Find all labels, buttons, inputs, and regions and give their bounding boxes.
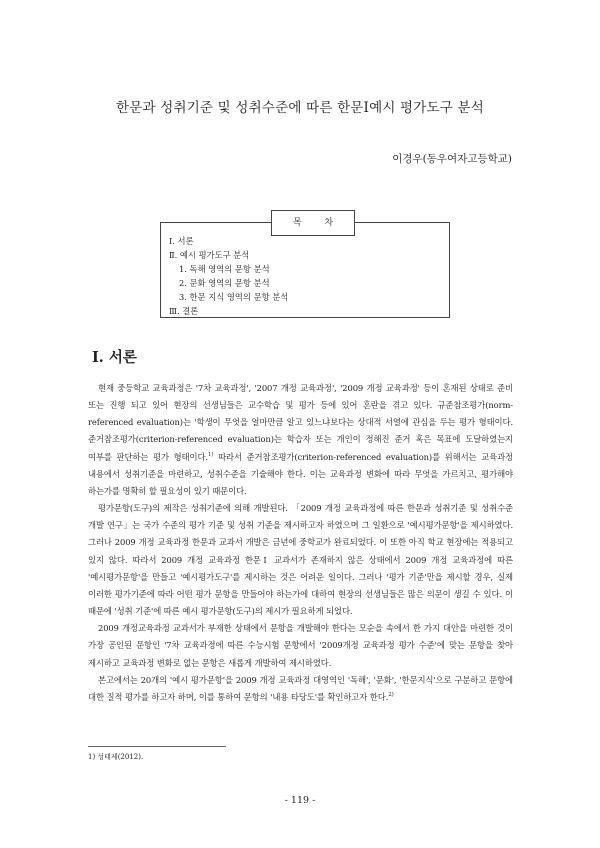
toc-heading: 목 차 [271, 210, 355, 236]
paper-title: 한문과 성취기준 및 성취수준에 따른 한문Ⅰ예시 평가도구 분석 [116, 100, 484, 116]
toc-item: Ⅱ. 예시 평가도구 분석 [169, 250, 250, 260]
toc-item: 2. 문화 영역의 문항 분석 [179, 278, 270, 288]
toc-item: Ⅲ. 결론 [169, 306, 199, 316]
toc-item: 3. 한문 지식 영역의 문항 분석 [179, 292, 289, 302]
paragraph: 평가문항(도구)의 제작은 성취기준에 의해 개발된다. 「2009 개정 교육과정에 따른 한문과 성취기준 및 성취수준 개발 연구」는 국가 수준의 평가 기준 및 성취 기준을 제시하고자 하였으며 그 일환으로 '예시평가문항'을 제시하였다. 그러나 2009 개정 교육과정 한문과 교과서 개발은 금년에 중학교가 완료되었다. 이 또한 아직 학교 현장에는 적용되고 있지 않다. 따라서 2009 개정 교육과정 한문Ⅰ 교과서가 존재하지 않은 상태에서 2009 개정 교육과정에 따른 '예시평가문항'을 만들고 '예시평가도구'를 제시하는 것은 어려운 일이다. 그러나 '평가 기준'만을 제시할 경우, 실제 이러한 평가기준에 따라 어떤 평가 문항을 만들어야 하는가에 대하여 현장의 선생님들은 많은 의문이 생길 수 있다. 이 때문에 '성취 기준'에 따른 예시 평가문항(도구)의 제시가 필요하게 되었다. [88, 503, 513, 617]
table-of-contents [160, 218, 450, 318]
page-number: - 119 - [284, 795, 316, 806]
footnote-divider [88, 746, 226, 747]
toc-list [169, 234, 288, 318]
toc-item: Ⅰ. 서론 [169, 236, 194, 246]
body-text [88, 380, 513, 706]
paragraph: 2009 개정교육과정 교과서가 부재한 상태에서 문항을 개발해야 한다는 모순을 속에서 한 가지 대안을 마련한 것이 가장 공인된 문항인 '7차 교육과정에 따른 수능시험 문항에서 '2009개정 교육과정 평가 수준'에 맞는 문항을 찾아 제시하고 교육과정 변화로 없는 문항은 새롭게 개발하여 제시하였다. [88, 623, 513, 668]
paragraph: 본고에서는 20개의 '예시 평가문항'을 2009 개정 교육과정 대영역인 '독해', '문화', '한문지식'으로 구분하고 문항에 대한 질적 평가를 하고자 하며, 이를 통하여 문항의 '내용 타당도'를 확인하고자 한다.$^{2)}$ [88, 674, 513, 702]
section-heading: Ⅰ. 서론 [92, 349, 137, 366]
footnote-marker: 2) [388, 692, 394, 699]
footnote-marker: 1) [207, 451, 214, 458]
author-affiliation: 이경우(동우여자고등학교) [392, 153, 512, 165]
footnote: 1) 성태제(2012). [88, 753, 144, 761]
paragraph: 현재 중등학교 교육과정은 '7차 교육과정', '2007 개정 교육과정', '2009 개정 교육과정' 등이 혼재된 상태로 준비 또는 진행 되고 있어 현장의 선생님들은 교수학습 및 평가 등에 있어 혼란을 겪고 있다. 규준참조평가(norm-referenced evaluation)는 '학생이 무엇을 얼마만큼 알고 있느냐보다는 상대적 서열에 관심을 두는 평가 형태이다. 준거참조평가(criterion-referenced evaluation)는 학습자 또는 개인이 정해진 준거 혹은 목표에 도달하였는지 여부를 판단하는 평가 형태이다.$^{1)}$ 따라서 준거참조평가(criterion-referenced evaluation)를 위해서는 교육과정 내용에서 성취기준을 마련하고, 성취수준을 기술해야 한다. 이는 교육과정 변화에 따라 무엇을 가르치고, 평가해야 하는가를 명확히 할 필요성이 있기 때문이다. [88, 383, 513, 496]
toc-item: 1. 독해 영역의 문항 분석 [179, 264, 270, 274]
